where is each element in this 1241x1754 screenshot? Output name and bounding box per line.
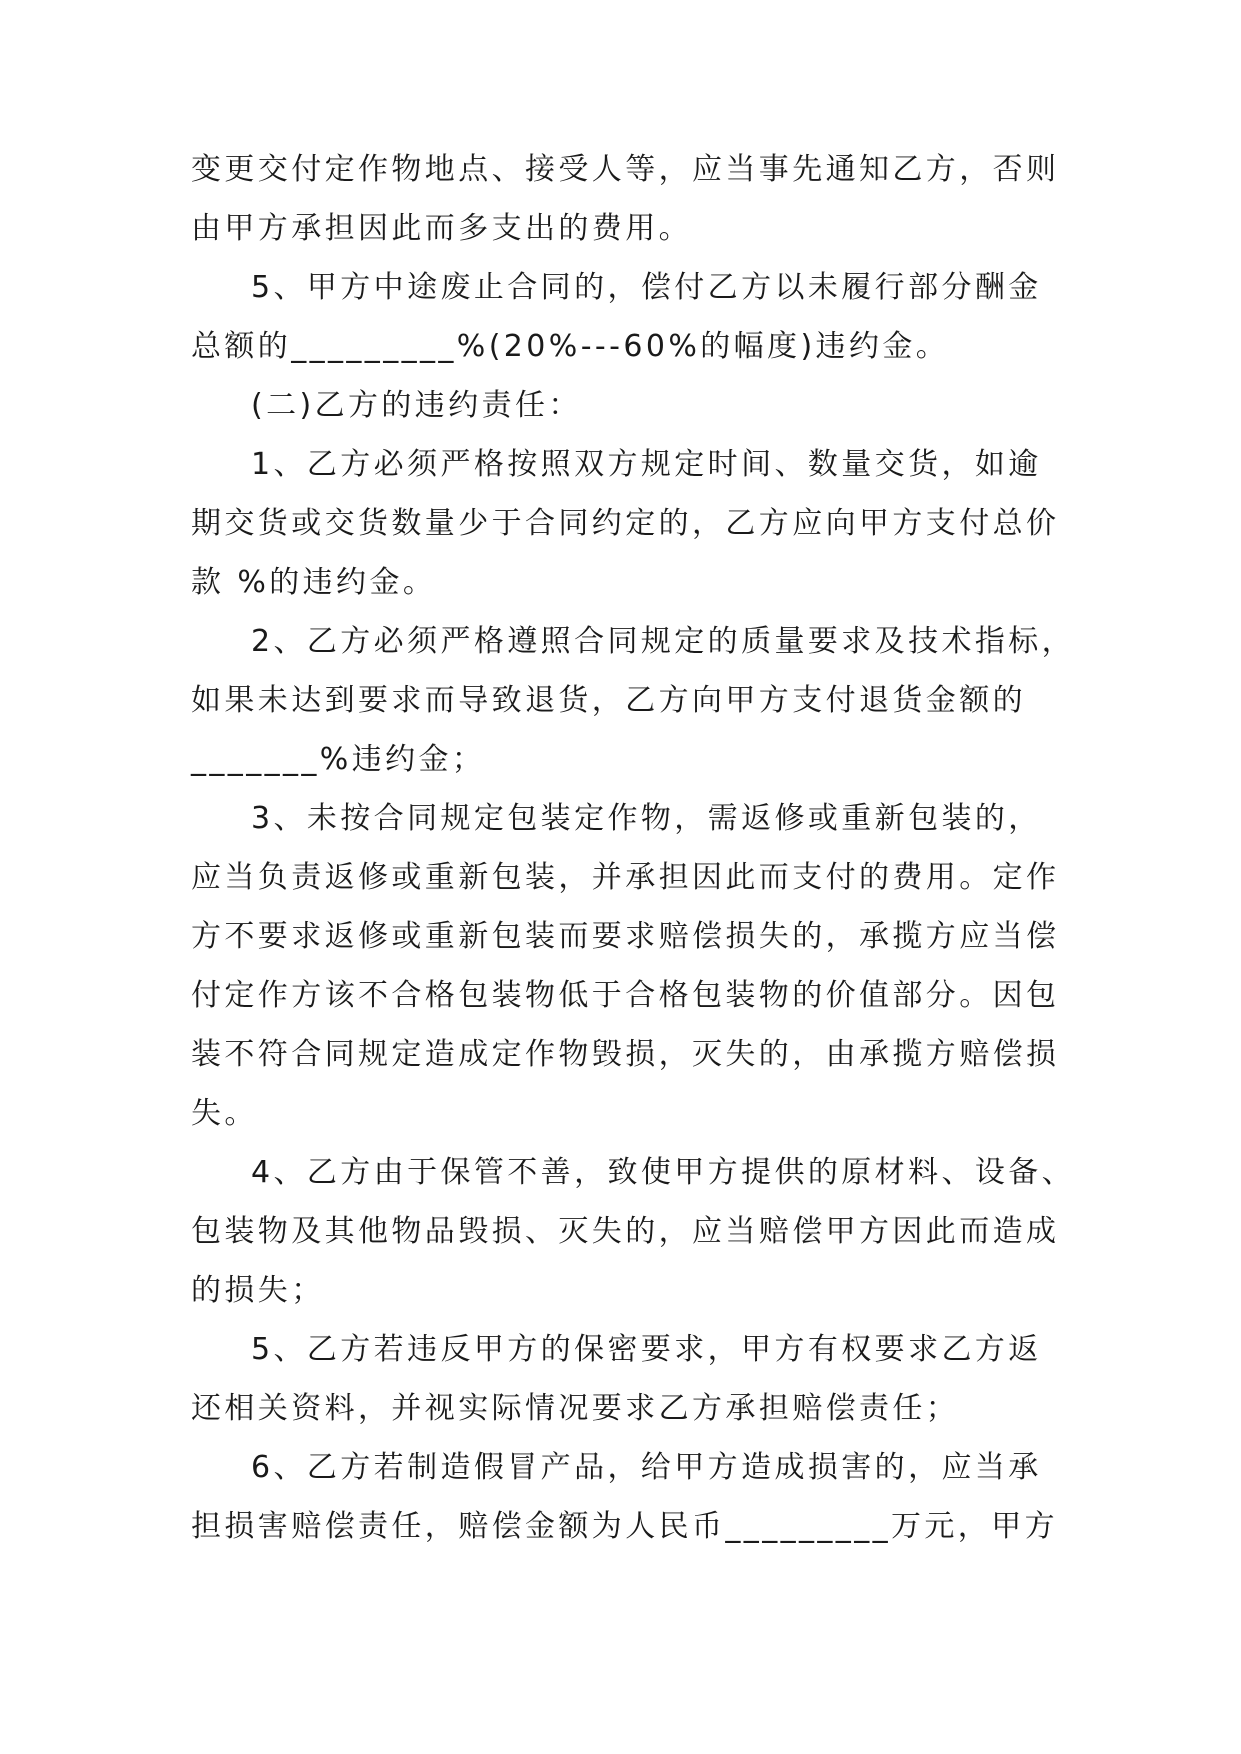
text-line: 方不要求返修或重新包装而要求赔偿损失的，承揽方应当偿 xyxy=(191,919,1060,954)
text-line: 2、乙方必须严格遵照合同规定的质量要求及技术指标， xyxy=(251,624,1076,659)
text-line: 失。 xyxy=(191,1096,258,1131)
text-line: 5、甲方中途废止合同的，偿付乙方以未履行部分酬金 xyxy=(251,270,1042,305)
text-line: 3、未按合同规定包装定作物，需返修或重新包装的， xyxy=(251,801,1042,836)
text-line: 如果未达到要求而导致退货，乙方向甲方支付退货金额的 xyxy=(191,683,1026,718)
text-line: 的损失； xyxy=(191,1273,325,1308)
text-line: 总额的_________%(20%---60%的幅度)违约金。 xyxy=(191,329,950,364)
text-line: _______%违约金； xyxy=(191,742,486,777)
text-line: 4、乙方由于保管不善，致使甲方提供的原材料、设备、 xyxy=(251,1155,1076,1190)
text-line: 变更交付定作物地点、接受人等，应当事先通知乙方，否则 xyxy=(191,152,1060,187)
text-line: 1、乙方必须严格按照双方规定时间、数量交货，如逾 xyxy=(251,447,1042,482)
text-line: 包装物及其他物品毁损、灭失的，应当赔偿甲方因此而造成 xyxy=(191,1214,1060,1249)
text-line: 付定作方该不合格包装物低于合格包装物的价值部分。因包 xyxy=(191,978,1060,1013)
text-line: 期交货或交货数量少于合同约定的，乙方应向甲方支付总价 xyxy=(191,506,1060,541)
text-line: 还相关资料，并视实际情况要求乙方承担赔偿责任； xyxy=(191,1391,960,1426)
text-line: 担损害赔偿责任，赔偿金额为人民币_________万元，甲方 xyxy=(191,1509,1058,1544)
section-heading: (二)乙方的违约责任： xyxy=(251,388,582,423)
text-line: 6、乙方若制造假冒产品，给甲方造成损害的，应当承 xyxy=(251,1450,1042,1485)
text-line: 款 %的违约金。 xyxy=(191,565,437,600)
text-line: 装不符合同规定造成定作物毁损，灭失的，由承揽方赔偿损 xyxy=(191,1037,1060,1072)
text-line: 由甲方承担因此而多支出的费用。 xyxy=(191,211,692,246)
text-line: 应当负责返修或重新包装，并承担因此而支付的费用。定作 xyxy=(191,860,1060,895)
text-line: 5、乙方若违反甲方的保密要求，甲方有权要求乙方返 xyxy=(251,1332,1042,1367)
